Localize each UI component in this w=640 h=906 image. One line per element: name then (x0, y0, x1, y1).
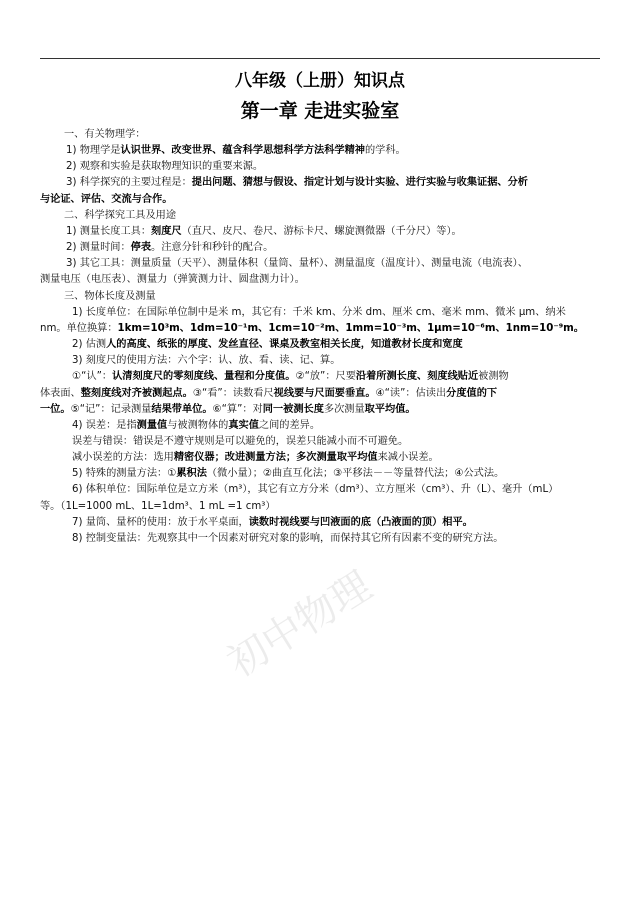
emphasis: 累积法 (176, 468, 207, 480)
paragraph-3-6: 误差与错误：错误是不遵守规则是可以避免的，误差只能减小而不可避免。 (72, 435, 409, 447)
paragraph-3-8 (64, 466, 612, 482)
emphasis: 刻度尺 (151, 225, 182, 237)
text: 减小误差的方法：选用 (72, 452, 174, 464)
text: ①“认”： (72, 371, 113, 383)
text: nm。单位换算： (40, 322, 118, 334)
watermark: 初中物理 (219, 562, 380, 687)
emphasis: 读数时视线要与凹液面的底（凸液面的顶）相平。 (248, 516, 473, 528)
paragraph-3-7 (64, 450, 612, 466)
paragraph-1-1 (64, 143, 612, 159)
header-rule (40, 58, 600, 59)
paragraph-3-2 (64, 337, 612, 353)
paragraph-2-3-cont: 测量电压（电压表）、测量力（弹簧测力计、圆盘测力计）。 (40, 274, 305, 286)
section-heading-1: 一、有关物理学： (64, 129, 146, 140)
text: 来减小误差。 (377, 452, 439, 464)
emphasis: 1km=10³m、1dm=10⁻¹m、1cm=10⁻²m、1mm=10⁻³m、1μm=10⁻⁶m、1nm=10⁻⁹m。 (117, 322, 584, 334)
text: 2) 测量时间： (66, 242, 131, 254)
text: 1) 物理学是 (66, 145, 121, 157)
emphasis: 提出问题、猜想与假设、指定计划与设计实验、进行实验与收集证据、分析 (191, 177, 528, 189)
paragraph-2-1 (64, 224, 612, 240)
text: 5) 特殊的测量方法：① (72, 468, 177, 480)
content-body (40, 127, 612, 547)
emphasis: 整刻度线对齐被测起点。 (80, 387, 193, 399)
text: （微小量）；②曲直互化法；③平移法－－等量替代法；④公式法。 (206, 468, 505, 480)
emphasis: 认清刻度尺的零刻度线、量程和分度值。 (112, 371, 296, 383)
text: 之间的差异。 (258, 419, 321, 431)
paragraph-1-2: 2) 观察和实验是获取物理知识的重要来源。 (66, 161, 264, 173)
text: 4) 误差：是指 (72, 419, 137, 431)
text: 与被测物体的 (167, 419, 229, 431)
text: ⑤“记”：记录测量 (70, 403, 152, 415)
emphasis: 精密仪器；改进测量方法；多次测量取平均值 (173, 452, 378, 464)
text: 多次测量 (323, 403, 365, 415)
emphasis: 分度值的下 (446, 387, 498, 399)
section-heading-3: 三、物体长度及测量 (64, 290, 156, 302)
text: 7) 量筒、量杯的使用：放于水平桌面， (72, 516, 249, 528)
text: 2) 估测 (72, 339, 107, 351)
emphasis: 测量值 (136, 419, 168, 431)
emphasis: 一位。 (40, 403, 71, 415)
paragraph-3-3: 3) 刻度尺的使用方法：六个字：认、放、看、读、记、算。 (72, 355, 341, 367)
text: ④“读”：估读出 (375, 387, 447, 399)
paragraph-3-9: 6) 体积单位：国际单位是立方米（m³），其它有立方分米（dm³）、立方厘米（cm³）、升（L）、毫升（mL） (72, 484, 559, 496)
paragraph-2-3: 3) 其它工具：测量质量（天平）、测量体积（量筒、量杯）、测量温度（温度计）、测量电流（电流表）、 (66, 258, 528, 270)
emphasis: 取平均值。 (364, 403, 416, 415)
paragraph-3-4-cont2 (40, 402, 612, 418)
emphasis: 与论证、评估、交流与合作。 (40, 193, 173, 205)
paragraph-3-5 (64, 418, 612, 434)
emphasis: 认识世界、改变世界、蕴含科学思想科学方法科学精神 (120, 145, 365, 157)
emphasis: 真实值 (228, 419, 259, 431)
paragraph-3-4-cont1 (40, 386, 612, 402)
paragraph-3-11: 8) 控制变量法：先观察其中一个因素对研究对象的影响，而保持其它所有因素不变的研究方法。 (72, 532, 504, 544)
text: 。注意分针和秒针的配合。 (151, 242, 274, 254)
text: 被测物 (478, 371, 509, 383)
section-heading-2: 二、科学探究工具及用途 (64, 209, 177, 221)
paragraph-3-1-cont (40, 321, 612, 337)
text: 3) 科学探究的主要过程是： (66, 177, 192, 189)
paragraph-1-3-cont (40, 192, 612, 208)
chapter-title: 第一章 走进实验室 (240, 100, 400, 122)
paragraph-3-9-cont: 等。（1L=1000 mL、1L=1dm³、1 mL =1 cm³） (40, 500, 276, 512)
paragraph-3-10 (64, 515, 612, 531)
text: ③“看”：读数看尺 (192, 387, 274, 399)
emphasis: 人的高度、纸张的厚度、发丝直径、课桌及教室相关长度，知道教材长度和宽度 (106, 339, 463, 351)
emphasis: 同一被测长度 (262, 403, 324, 415)
text: （直尺、皮尺、卷尺、游标卡尺、螺旋测微器（千分尺）等）。 (181, 225, 462, 237)
paragraph-3-1: 1) 长度单位：在国际单位制中是米 m，其它有：千米 km、分米 dm、厘米 cm、毫米 mm、微米 μm、纳米 (72, 306, 566, 318)
paragraph-3-4 (64, 369, 612, 385)
emphasis: 视线要与尺面要垂直。 (273, 387, 376, 399)
text: 1) 测量长度工具： (66, 225, 152, 237)
paragraph-1-3 (64, 175, 612, 191)
emphasis: 停表 (130, 242, 152, 254)
text: ②“放”：尺要 (295, 371, 356, 383)
text: 的学科。 (364, 145, 406, 157)
text: 体表面、 (40, 387, 81, 399)
text: ⑥“算”：对 (212, 403, 263, 415)
emphasis: 沿着所测长度、刻度线贴近 (355, 371, 479, 383)
paragraph-2-2 (64, 240, 612, 256)
document-title: 八年级（上册）知识点 (235, 71, 405, 91)
emphasis: 结果带单位。 (151, 403, 213, 415)
